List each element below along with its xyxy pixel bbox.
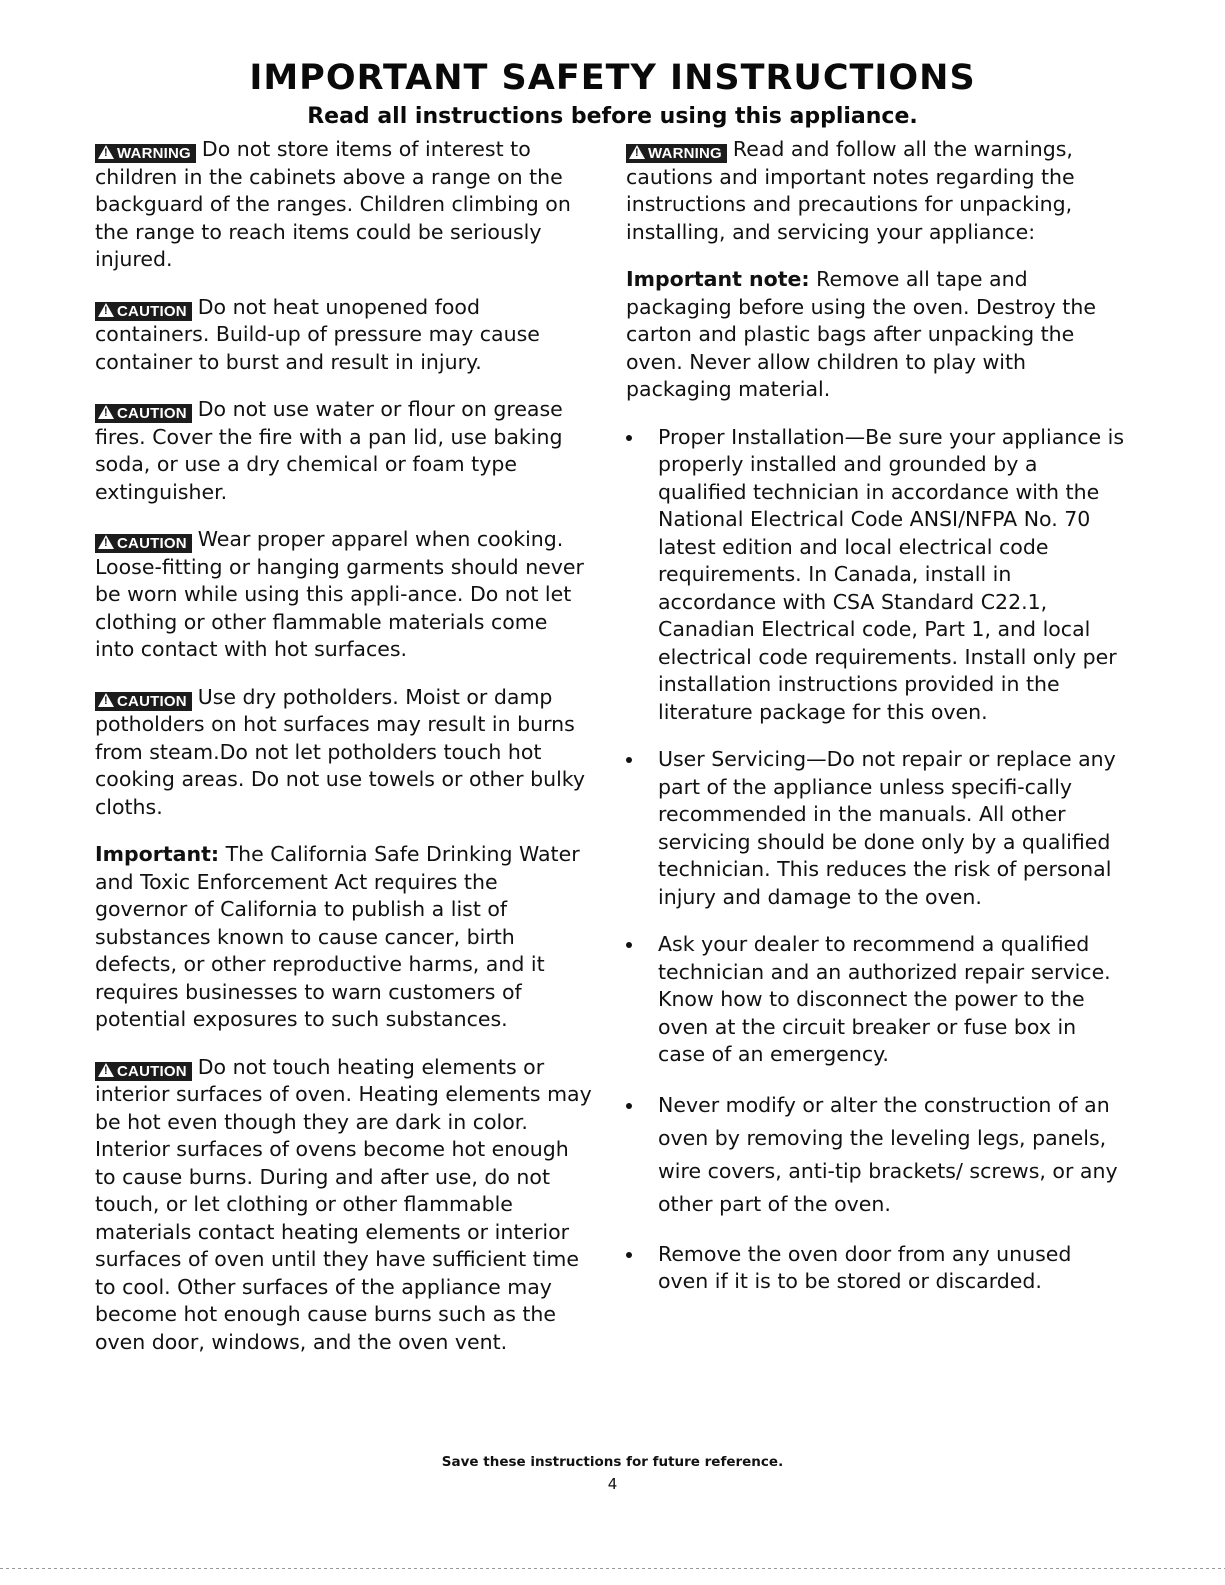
caution-paragraph-heating-elements: !CAUTION Do not touch heating elements or interior surfaces of oven. Heating elements may be hot even though they are dark in color. Interior surfaces of ovens become hot enough to cause burns. During and after use, do not touch, or let clothing or other flammable materials contact heating elements or interior surfaces of oven until they have sufficient time to cool. Other surfaces of the appliance may become hot enough cause burns such as the oven door, windows, and the oven vent.: [95, 1054, 593, 1357]
important-paragraph-california: Important: The California Safe Drinking Water and Toxic Enforcement Act requires the governor of California to publish a list of substances known to cause cancer, birth defects, or other reproductive harms, and it requires businesses to warn customers of potential exposures to such substances.: [95, 842, 580, 1031]
caution-paragraph-grease-fires: !CAUTION Do not use water or flour on grease fires. Cover the fire with a pan lid, use baking soda, or use a dry chemical or foam type extinguisher.: [95, 396, 593, 506]
bullet-icon: [626, 1103, 632, 1109]
caution-badge: !CAUTION: [95, 692, 192, 711]
list-item: Never modify or alter the construction of an oven by removing the leveling legs, panels, wire covers, anti-tip brackets/ screws, or any other part of the oven.: [626, 1089, 1126, 1221]
page-title: IMPORTANT SAFETY INSTRUCTIONS: [249, 58, 976, 98]
bullet-icon: [626, 1252, 632, 1258]
caution-paragraph-apparel: !CAUTION Wear proper apparel when cooking. Loose-fitting or hanging garments should never be worn while using this appli-ance. Do not let clothing or other flammable materials come into contact with hot surfaces.: [95, 526, 593, 664]
caution-badge: !CAUTION: [95, 1062, 192, 1081]
list-item: Ask your dealer to recommend a qualified technician and an authorized repair service. Know how to disconnect the power to the oven at the circuit breaker or fuse box in case of an emergency.: [626, 931, 1126, 1069]
warning-badge: !WARNING: [626, 144, 727, 163]
safety-bullet-list: [626, 424, 1126, 1296]
page-number: 4: [607, 1475, 618, 1493]
bullet-icon: [626, 942, 632, 948]
scan-edge-divider: [0, 1568, 1225, 1569]
alert-triangle-icon: [98, 693, 114, 707]
caution-badge: !CAUTION: [95, 404, 192, 423]
alert-triangle-icon: [98, 405, 114, 419]
list-item: Remove the oven door from any unused oven if it is to be stored or discarded.: [626, 1241, 1126, 1296]
warning-paragraph-read-follow: !WARNING Read and follow all the warnings, cautions and important notes regarding the instructions and precautions for unpacking, installing, and servicing your appliance:: [626, 136, 1126, 246]
important-note-paragraph: Important note: Remove all tape and packaging before using the oven. Destroy the carton and plastic bags after unpacking the oven. Never allow children to play with packaging material.: [626, 267, 1096, 401]
alert-triangle-icon: [629, 145, 645, 159]
list-item: Proper Installation—Be sure your appliance is properly installed and grounded by a qualified technician in accordance with the National Electrical Code ANSI/NFPA No. 70 latest edition and local electrical code requirements. In Canada, install in accordance with CSA Standard C22.1, Canadian Electrical code, Part 1, and local electrical code requirements. Install only per installation instructions provided in the literature package for this oven.: [626, 424, 1126, 727]
caution-badge: !CAUTION: [95, 534, 192, 553]
warning-badge: !WARNING: [95, 144, 196, 163]
caution-paragraph-potholders: !CAUTION Use dry potholders. Moist or damp potholders on hot surfaces may result in burns from steam.Do not let potholders touch hot cooking areas. Do not use towels or other bulky cloths.: [95, 684, 593, 822]
list-item: User Servicing—Do not repair or replace any part of the appliance unless specifi-cally recommended in the manuals. All other servicing should be done only by a qualified technician. This reduces the risk of personal injury and damage to the oven.: [626, 746, 1126, 911]
left-column: [95, 136, 593, 1376]
alert-triangle-icon: [98, 145, 114, 159]
warning-paragraph-cabinets: !WARNING Do not store items of interest to children in the cabinets above a range on the backguard of the ranges. Children climbing on the range to reach items could be seriously injured.: [95, 136, 593, 274]
alert-triangle-icon: [98, 1063, 114, 1077]
right-column: [626, 136, 1126, 1316]
caution-paragraph-containers: !CAUTION Do not heat unopened food containers. Build-up of pressure may cause container to burst and result in injury.: [95, 294, 593, 377]
important-label: Important:: [95, 842, 220, 866]
alert-triangle-icon: [98, 303, 114, 317]
important-note-label: Important note:: [626, 267, 810, 291]
alert-triangle-icon: [98, 535, 114, 549]
footer-note: Save these instructions for future reference.: [441, 1454, 784, 1470]
caution-badge: !CAUTION: [95, 302, 192, 321]
bullet-icon: [626, 435, 632, 441]
bullet-icon: [626, 757, 632, 763]
page-subtitle: Read all instructions before using this appliance.: [307, 104, 918, 129]
